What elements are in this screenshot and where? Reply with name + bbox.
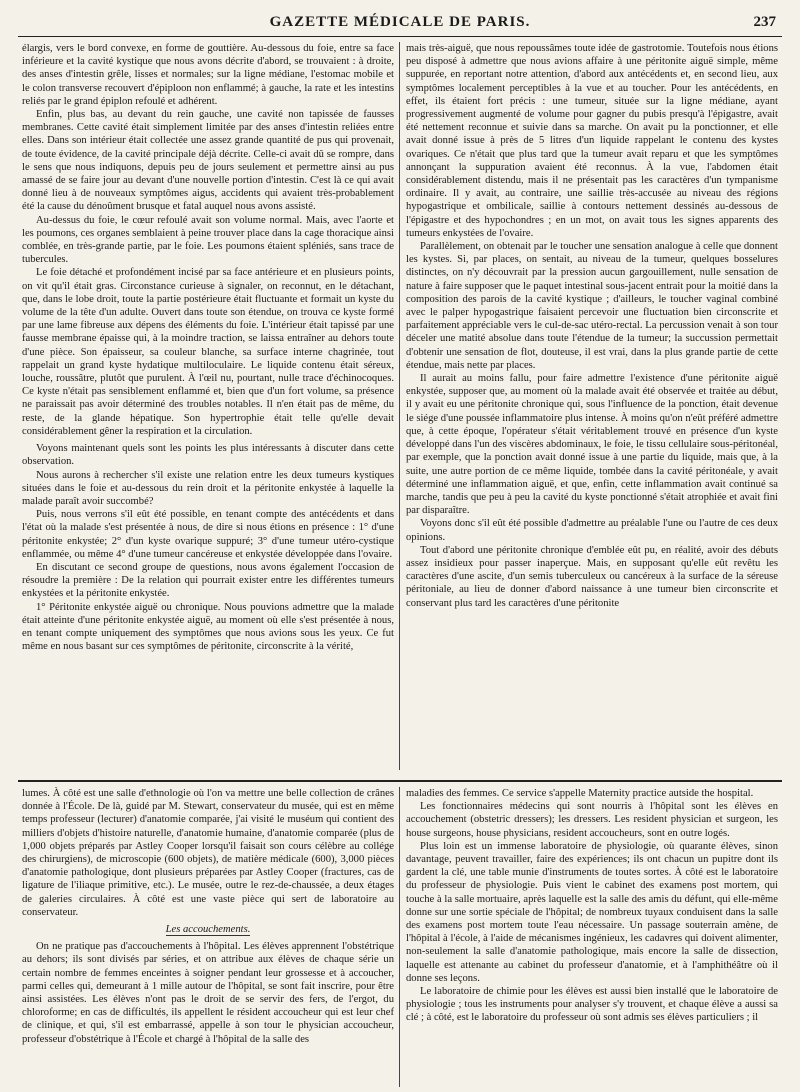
page-header bbox=[24, 10, 776, 36]
paragraph: Parallèlement, on obtenait par le toucher une sensation analogue à celle que donnent les kystes. Si, par places, on sentait, au niveau de la tumeur, quelques bosselures distinctes, on n'y découvrait par la pression aucun gargouillement, nulle sensation de nature à faire supposer que le paquet intestinal sous-jacent entrait pour la moitié dans la composition des parois de la cavité kystique ; d'ailleurs, le toucher vaginal combiné avec le palper hypogastrique faisaient percevoir une fluctuation bien circonscrite et parfaitement appréciable vers le cul-de-sac utéro-rectal. La percussion venait à son tour déceler une matité absolue dans toute l'étendue de la tumeur; la succussion permettait d'obtenir une sensation de flot, douteuse, il est vrai, dans la plus grande partie de cette étendue, mais nette par places. bbox=[406, 241, 778, 371]
top-left-column bbox=[22, 42, 394, 770]
column-divider bbox=[399, 42, 400, 770]
paragraph: Le laboratoire de chimie pour les élèves est aussi bien installé que le laboratoire de physiologie ; tous les instruments pour analyser s'y trouvent, et chaque élève a aussi sa clé ; à côté, est le laboratoire du professeur où sont admis ses élèves particuliers ; il bbox=[406, 986, 778, 1024]
paragraph: Tout d'abord une péritonite chronique d'emblée eût pu, en réalité, avoir des débuts assez insidieux pour passer inaperçue. Mais, en supposant qu'elle eût revêtu les caractères d'une ascite, d'un semis tuberculeux ou cancéreux à la surface de la séreuse péritoniale, au lieu de donner d'abord naissance à une tumeur bien circonscrite et conservant plus tard les caractères d'une péritonite bbox=[406, 544, 778, 609]
paragraph: Nous aurons à rechercher s'il existe une relation entre les deux tumeurs kystiques situées dans le foie et au-dessous du rein droit et la péritonite enkystée à laquelle la malade paraît avoir succombé? bbox=[22, 469, 394, 507]
header-rule bbox=[18, 36, 782, 37]
bottom-right-column bbox=[406, 787, 778, 1085]
journal-title: GAZETTE MÉDICALE DE PARIS. bbox=[269, 14, 531, 30]
paragraph: Plus loin est un immense laboratoire de physiologie, où quarante élèves, sinon davantage, peuvent travailler, faire des expériences; ils ont chacun un pupitre dont ils gardent la clé, une table munie d'instruments de toutes sortes. À côté est le laboratoire du professeur de physiologie. Puis vient le cabinet des examens post mortem, qui touche à la salle mortuaire, après laquelle est la salle des amis du défunt, qui elle-même donne sur une sortie spéciale de l'hôpital; de nombreux tuyaux conduisent dans la salle des examens post mortem toute l'eau nécessaire. Un passage souterrain amène, de l'hôpital à l'école, à l'aide de mécanismes ingénieux, les cadavres qui doivent alimenter, non-seulement la salle d'anatomie pathologique, mais encore la salle de dissection, laquelle est attenante au cabinet du professeur d'anatomie, et à l'amphithéâtre où il donne ses leçons. bbox=[406, 840, 778, 984]
column-divider bbox=[399, 787, 400, 1087]
paragraph: élargis, vers le bord convexe, en forme de gouttière. Au-dessous du foie, entre sa face inférieure et la cavité kystique que nous avons décrite d'abord, se trouvaient : à droite, des anses d'intestin grêle, lisses et normales; sur la ligne médiane, l'estomac mobile et le colon transverse recouvert d'épiploon non enflammé; à gauche, la rate et les intestins reliés par le grand épiplon refoulé et adhérent. bbox=[22, 43, 394, 107]
paragraph: Les fonctionnaires médecins qui sont nourris à l'hôpital sont les élèves en accouchement (obstetric dressers); les dressers. Les resident physician et surgeon, les house surgeons, house physicians, resident accoucheurs, sont en outre logés. bbox=[406, 801, 778, 839]
paragraph: 1° Péritonite enkystée aiguë ou chronique. Nous pouvions admettre que la malade était atteinte d'une péritonite enkystée aiguë, au moment où elle s'est présentée à nous, en tenant compte uniquement des symptômes que nous avions sous les yeux. Ce fut même en nous basant sur ces symptômes de péritonite, circonscrite à la vérité, bbox=[22, 601, 394, 653]
paragraph: lumes. À côté est une salle d'ethnologie où l'on va mettre une belle collection de crânes donnée à l'École. De là, guidé par M. Stewart, conservateur du musée, qui est en même temps professeur (lecturer) d'anatomie comparée, j'ai visité le muséum qui contient des milliers d'objets d'histoire naturelle, d'anatomie humaine, d'anatomie comparée (plus de 1,000 objets préparés par Astley Cooper lorsqu'il faisait son cours célèbre au collége des chirurgiens), de microscopie (600 objets), de matière médicale (600), 3,000 pièces d'anatomie pathologique, dont plusieurs préparées par Astley Cooper (fractures, cas de ligature de l'iliaque primitive, etc.). Le musée, outre le rez-de-chaussée, a deux étages de galeries circulaires. À côté est une vaste pièce qui sert de laboratoire au conservateur. bbox=[22, 788, 394, 918]
page-number: 237 bbox=[753, 14, 776, 30]
top-right-column bbox=[406, 42, 778, 770]
paragraph: En discutant ce second groupe de questions, nous avons également l'occasion de résoudre la première : De la relation qui pourrait exister entre les différentes tumeurs enkystées et la péritonite enkystée. bbox=[22, 561, 394, 600]
paragraph: Puis, nous verrons s'il eût été possible, en tenant compte des antécédents et dans l'état où la malade s'est présentée à nous, de dire si nous étions en présence : 1° d'une péritonite enkystée; 2° d'un kyste ovarique suppuré; 3° d'une tumeur utéro-cystique enflammée, ou même 4° d'une tumeur cancéreuse et enkystée développée dans l'ovaire. bbox=[22, 509, 394, 560]
section-heading bbox=[22, 923, 394, 936]
paragraph: maladies des femmes. Ce service s'appelle Maternity practice autside the hospital. bbox=[406, 788, 754, 799]
bottom-left-column bbox=[22, 787, 394, 1085]
paragraph: Enfin, plus bas, au devant du rein gauche, une cavité non tapissée de fausses membranes. Cette cavité était simplement limitée par des anses d'intestin reliées entre elles. Dans son intérieur était collectée une assez grande quantité de pus qui provenait, de toute évidence, de la cavité principale déjà décrite. Celle-ci avait dû se rompre, dans le sens que nous indiquons, depuis peu de jours seulement et permettre ainsi au pus amassé de se faire jour au devant d'une nouvelle portion d'intestin. C'est là ce qui avait donné lieu à de nouveaux symptômes aigus, accidents qui avaient très-probablement été la cause du dénoûment brusque et fatal auquel nous avons assisté. bbox=[22, 109, 394, 213]
section-heading-text: Les accouchements. bbox=[165, 924, 251, 936]
paragraph: Il aurait au moins fallu, pour faire admettre l'existence d'une péritonite aiguë enkystée, supposer que, au moment où la malade avait été observée et traitée au début, il y avait eu une péritonite chronique qui, sous l'influence de la ponction, était devenue le siége d'une poussée inflammatoire plus intense. À moins qu'on n'eût préféré admettre que, à cette époque, l'opérateur s'était véritablement trouvé en présence d'un kyste développé dans l'un des viscères abdominaux, le foie, le tissu cellulaire sous-péritonéal, par exemple, que la ponction avait donné issue à une partie du liquide, mais que, à la suite, une autre portion de ce même liquide, tombée dans la cavité péritonéale, y avait déterminé une inflammation aiguë, et que, enfin, cette inflammation avait continué sa marche, tandis que peu à peu la cavité du kyste ponctionné s'était atrophiée et avait fini par disparaître. bbox=[406, 373, 778, 517]
section-rule bbox=[18, 780, 782, 782]
paragraph: Au-dessus du foie, le cœur refoulé avait son volume normal. Mais, avec l'aorte et les poumons, ces organes semblaient à peine trouver place dans la cage thoracique ainsi comblée, en très-grande partie, par le foie. Les poumons étaient spléniés, sans trace de tubercules. bbox=[22, 214, 394, 266]
paragraph: On ne pratique pas d'accouchements à l'hôpital. Les élèves apprennent l'obstétrique au dehors; ils sont divisés par séries, et on attribue aux élèves de chaque série un certain nombre de femmes enceintes à soigner pendant leur grossesse et à accoucher, parmi celles qui, demeurant à 1 mille autour de l'hôpital, se sont fait inscrire, pour être ainsi assistées. Les élèves n'ont pas le droit de se servir des fers, de l'ergot, du chloroforme; en cas de difficultés, ils appellent le résident accoucheur qui est leur chef de clinique, et qui, s'il est embarrassé, appelle à son tour le physician accoucheur, professeur d'obstétrique à l'École et chargé à l'hôpital de la salle des bbox=[22, 941, 394, 1045]
paragraph: Le foie détaché et profondément incisé par sa face antérieure et en plusieurs points, on vit qu'il était gras. Circonstance curieuse à signaler, on reconnut, en le détachant, que, dans le lobe droit, toute la partie postérieure était fluctuante et formait un kyste du volume de la tête d'un adulte. Ouvert dans toute son étendue, on trouva ce kyste formé par une lame fibreuse aux dépens des éléments du foie. L'intérieur était tapissé par une fausse membrane épaisse qui, à la moindre traction, se laissa entraîner au dehors toute d'une pièce. Son épaisseur, sa couleur blanche, sa surface interne chagrinée, tout rappelait un grand kyste hydatique multiloculaire. Le liquide contenu était séreux, louche, roussâtre, plutôt que purulent. À l'œil nu, pourtant, nulle trace d'échinocoques. Ce kyste n'était pas sensiblement enflammé et, bien que d'un fort volume, sa présence ne paraissait pas avoir déterminé des troubles notables. Il n'en était pas de même, du reste, de la glande hépatique. Son hypertrophie était telle qu'elle devait considérablement gêner la respiration et la circulation. bbox=[22, 267, 394, 437]
paragraph: Voyons donc s'il eût été possible d'admettre au préalable l'une ou l'autre de ces deux opinions. bbox=[406, 518, 778, 543]
paragraph: mais très-aiguë, que nous repoussâmes toute idée de gastrotomie. Toutefois nous étions peu disposé à admettre que nous avions affaire à une péritonite aiguë simple, même suppurée, en reportant notre attention, d'abord aux antécédents et, en second lieu, aux symptômes localement perceptibles à la vue et au toucher. Pour les antécédents, en effet, ils étaient fort précis : une tumeur, située sur la ligne médiane, ayant progressivement augmenté de volume pour gagner du pubis presqu'à l'épigastre, avait été nettement reconnue et suivie dans sa marche. On avait pu la ponctionner, et elle avait donné issue à près de 5 litres d'un liquide rappelant le contenu des kystes ovariques. Ce n'était que plus tard que la tumeur avait reparu et que les symptômes annonçant la suppuration avaient été reconnus. À la vue, l'abdomen était considérablement distendu, mais il ne présentait pas les caractères d'un tympanisme ordinaire. Il y avait, au contraire, une saillie très-accusée au niveau des régions hypogastrique et ombilicale, saillie à contours nettement dessinés au-dessous de l'épigastre et des hypochondres ; en un mot, on avait tous les signes apparents des tumeurs enkystées de l'ovaire. bbox=[406, 43, 778, 239]
paragraph: Voyons maintenant quels sont les points les plus intéressants à discuter dans cette observation. bbox=[22, 443, 394, 468]
